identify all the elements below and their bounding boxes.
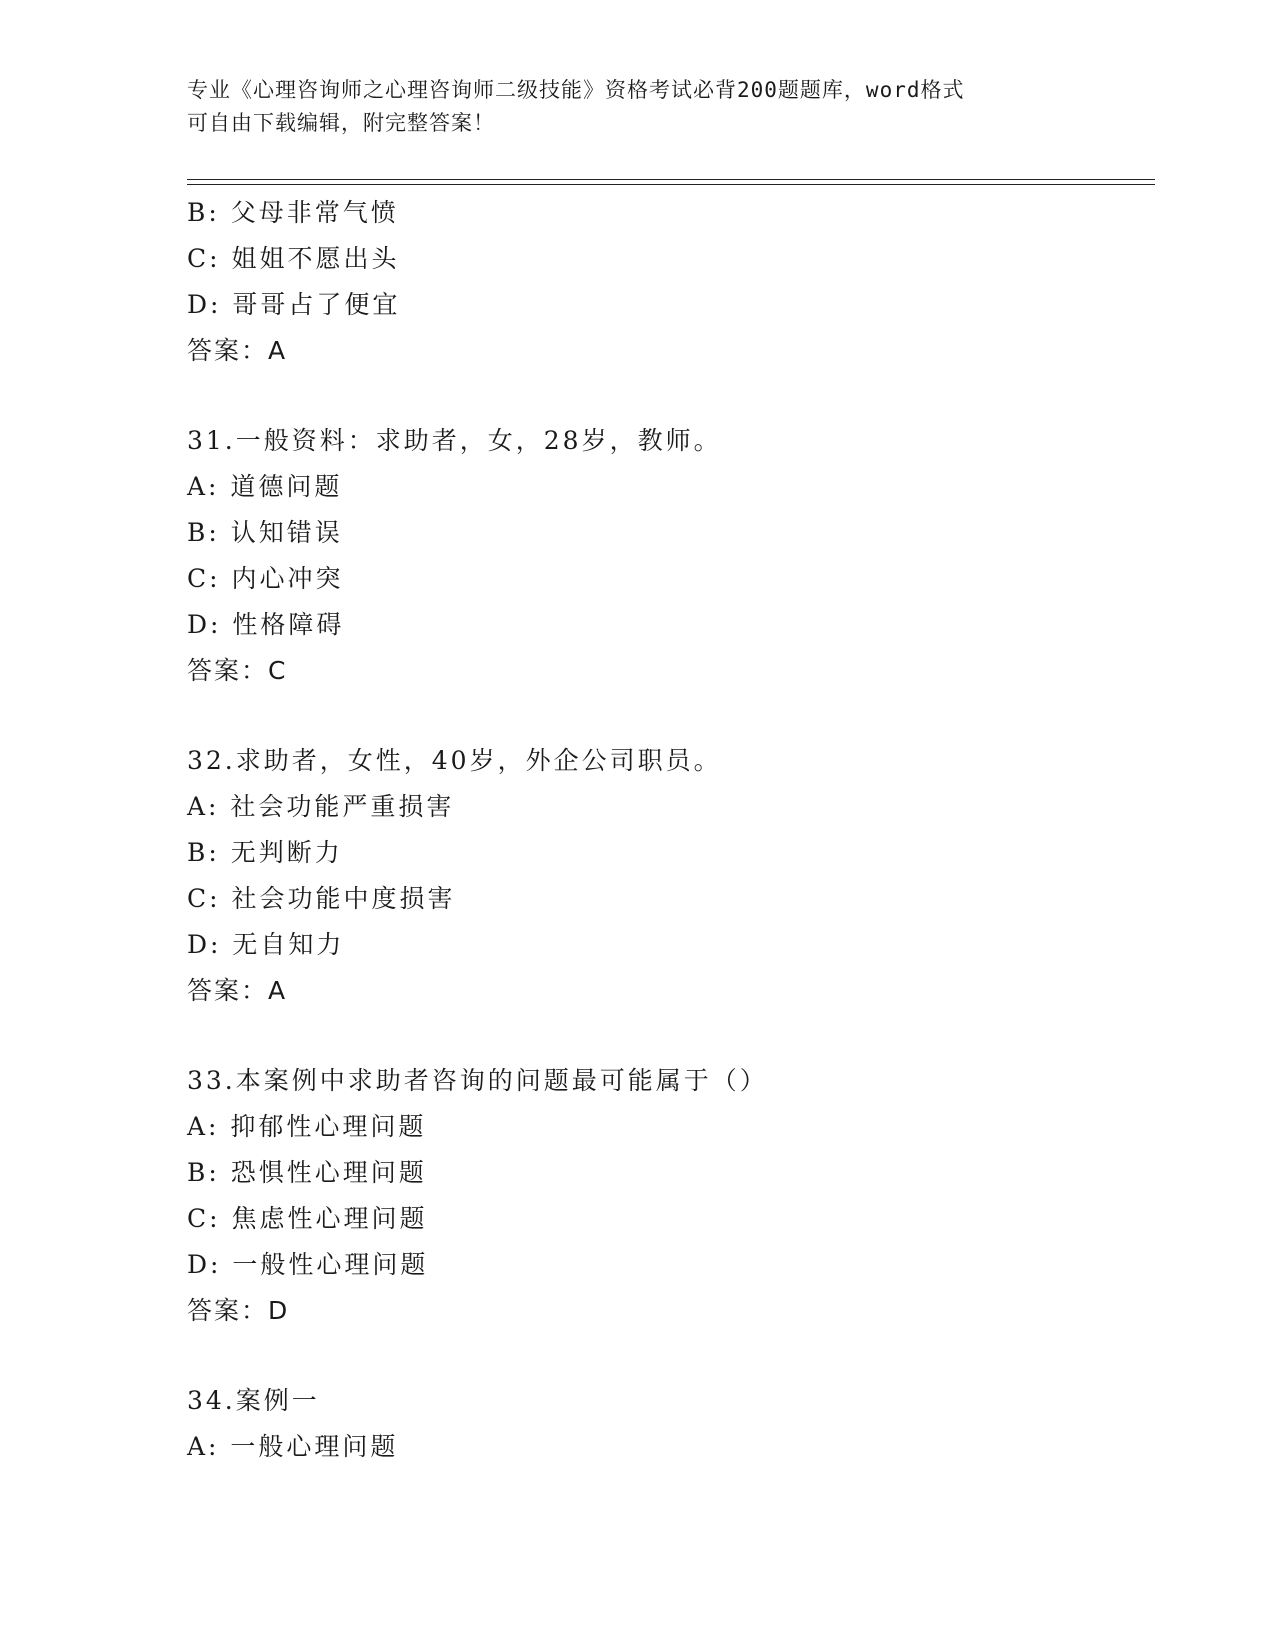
question-stem: 31.一般资料：求助者，女，28岁，教师。 bbox=[187, 426, 722, 455]
option-c: C: 社会功能中度损害 bbox=[187, 884, 456, 913]
previous-question-tail bbox=[187, 190, 1147, 374]
answer-line: 答案：A bbox=[187, 976, 288, 1005]
question-32 bbox=[187, 738, 1147, 1014]
option-a: A: 一般心理问题 bbox=[187, 1432, 399, 1461]
option-a: A: 抑郁性心理问题 bbox=[187, 1112, 427, 1141]
option-b: B: 恐惧性心理问题 bbox=[187, 1158, 427, 1187]
option-c: C: 焦虑性心理问题 bbox=[187, 1204, 428, 1233]
document-header bbox=[187, 74, 1077, 140]
option-b: B: 无判断力 bbox=[187, 838, 343, 867]
header-line-1: 专业《心理咨询师之心理咨询师二级技能》资格考试必背200题题库，word格式 bbox=[187, 78, 965, 102]
option-a: A: 道德问题 bbox=[187, 472, 343, 501]
question-34 bbox=[187, 1378, 1147, 1470]
header-rule-top bbox=[187, 179, 1155, 180]
option-d: D: 一般性心理问题 bbox=[187, 1250, 429, 1279]
question-stem: 33.本案例中求助者咨询的问题最可能属于（） bbox=[187, 1066, 768, 1095]
question-stem: 34.案例一 bbox=[187, 1386, 320, 1415]
question-33 bbox=[187, 1058, 1147, 1334]
option-a: A: 社会功能严重损害 bbox=[187, 792, 455, 821]
option-d: D: 无自知力 bbox=[187, 930, 345, 959]
question-list bbox=[187, 190, 1147, 1470]
option-c: C: 内心冲突 bbox=[187, 564, 344, 593]
header-rule-bottom bbox=[187, 184, 1155, 185]
answer-line: 答案：D bbox=[187, 1296, 290, 1325]
answer-line: 答案：C bbox=[187, 656, 288, 685]
answer-line: 答案：A bbox=[187, 336, 288, 365]
question-stem: 32.求助者，女性，40岁，外企公司职员。 bbox=[187, 746, 722, 775]
option-b: B: 父母非常气愤 bbox=[187, 198, 399, 227]
option-c: C: 姐姐不愿出头 bbox=[187, 244, 400, 273]
question-31 bbox=[187, 418, 1147, 694]
option-d: D: 性格障碍 bbox=[187, 610, 345, 639]
option-d: D: 哥哥占了便宜 bbox=[187, 290, 401, 319]
option-b: B: 认知错误 bbox=[187, 518, 343, 547]
header-line-2: 可自由下载编辑，附完整答案！ bbox=[187, 111, 495, 135]
